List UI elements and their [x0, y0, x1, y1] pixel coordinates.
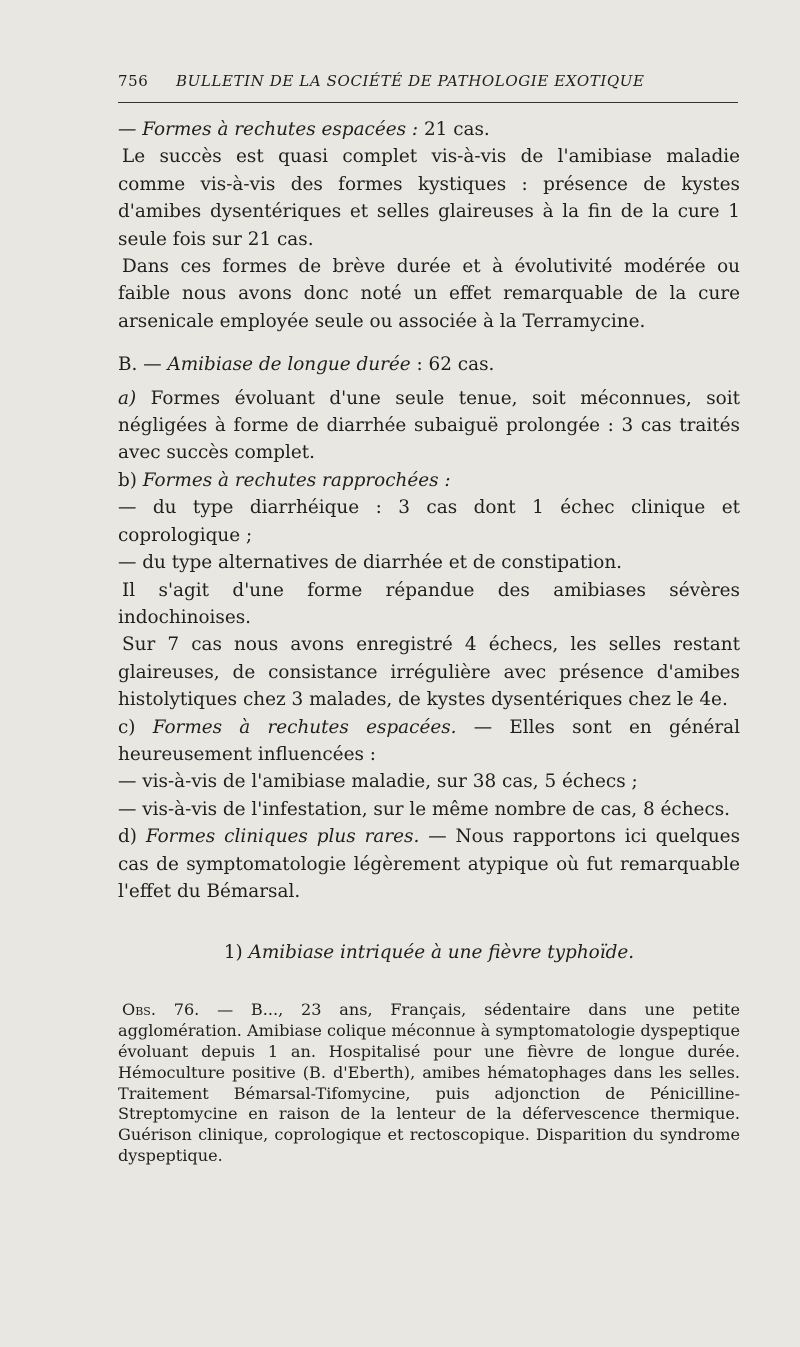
paragraph-text: 21 cas. [418, 119, 490, 140]
observation-text: — B..., 23 ans, Français, sédentaire dans une petite agglomération. Amibiase colique méconnue à symptomatologie dyspeptique évoluant depuis 1 an. Hospitalisé pour une fièvre de longue durée. Hémoculture positive (B. d'Eberth), amibes hématophages dans les selles. Traitement Bémarsal-Tifomycine, puis adjonction de Pénicilline-Streptomycine en raison de la lenteur de la défervescence thermique. Guérison clinique, coprologique et rectoscopique. Disparition du syndrome dyspeptique. [118, 1000, 740, 1165]
italic-heading: Formes à rechutes espacées. [152, 716, 457, 738]
paragraph-sur-7-cas: Sur 7 cas nous avons enregistré 4 échecs, les selles restant glaireuses, de consistance irrégulière avec présence d'amibes histolytiques chez 3 malades, de kystes dysentériques chez le 4e. [118, 634, 740, 711]
running-title: BULLETIN DE LA SOCIÉTÉ DE PATHOLOGIE EXOTIQUE [176, 72, 645, 90]
item-label: c) [118, 716, 153, 738]
list-item: — du type alternatives de diarrhée et de constipation. [118, 552, 623, 574]
item-label: 1) [223, 942, 249, 964]
list-item: — vis-à-vis de l'amibiase maladie, sur 38 cas, 5 échecs ; [118, 771, 638, 793]
paragraph-c [118, 714, 740, 769]
subsection-heading [118, 939, 740, 966]
list-item: — vis-à-vis de l'infestation, sur le même nombre de cas, 8 échecs. [118, 798, 731, 820]
section-count: : 62 cas. [410, 354, 495, 376]
italic-heading: — Formes à rechutes espacées : [118, 119, 419, 140]
paragraph-d [118, 823, 740, 905]
paragraph-b [118, 467, 740, 494]
paragraph-a [118, 385, 740, 467]
paragraph-text: — Nous rapportons ici quelques cas de symptomatologie légèrement atypique où fut remarquable l'effet du Bémarsal. [118, 826, 741, 902]
running-header [118, 72, 738, 103]
paragraph-breve-duree: Dans ces formes de brève durée et à évolutivité modérée ou faible nous avons donc noté un effet remarquable de la cure arsenicale employée seule ou associée à la Terramycine. [118, 256, 740, 332]
paragraph-succes: Le succès est quasi complet vis-à-vis de l'amibiase maladie comme vis-à-vis des formes kystiques : présence de kystes d'amibes dysentériques et selles glaireuses à la fin de la cure 1 seule fois sur 21 cas. [118, 146, 740, 250]
item-label: b) [118, 469, 143, 491]
article-body [118, 116, 740, 1167]
italic-heading: Formes cliniques plus rares. [145, 826, 420, 848]
section-prefix: B. — [118, 354, 168, 376]
list-item: — du type diarrhéique : 3 cas dont 1 échec clinique et coprologique ; [118, 497, 740, 546]
paragraph-text: Formes évoluant d'une seule tenue, soit méconnues, soit négligées à forme de diarrhée subaiguë prolongée : 3 cas traités avec succès complet. [118, 387, 740, 464]
item-label: d) [118, 826, 146, 848]
section-title: Amibiase de longue durée [167, 354, 411, 376]
paragraph-formes-rechutes-espacees [118, 116, 740, 143]
observation-block [118, 1000, 740, 1166]
page-number: 756 [118, 72, 149, 90]
subsection-title: Amibiase intriquée à une fièvre typhoïde. [248, 942, 635, 964]
observation-label: Obs. 76. [122, 1000, 200, 1020]
italic-heading: Formes à rechutes rapprochées : [142, 469, 451, 491]
observation-paragraph [118, 1000, 740, 1166]
item-label: a) [118, 387, 151, 409]
paragraph-il-s-agit: Il s'agit d'une forme répandue des amibiases sévères indochinoises. [118, 579, 740, 628]
section-heading-b [118, 351, 740, 378]
paragraph-text: — Elles sont en général heureusement influencées : [118, 716, 740, 765]
